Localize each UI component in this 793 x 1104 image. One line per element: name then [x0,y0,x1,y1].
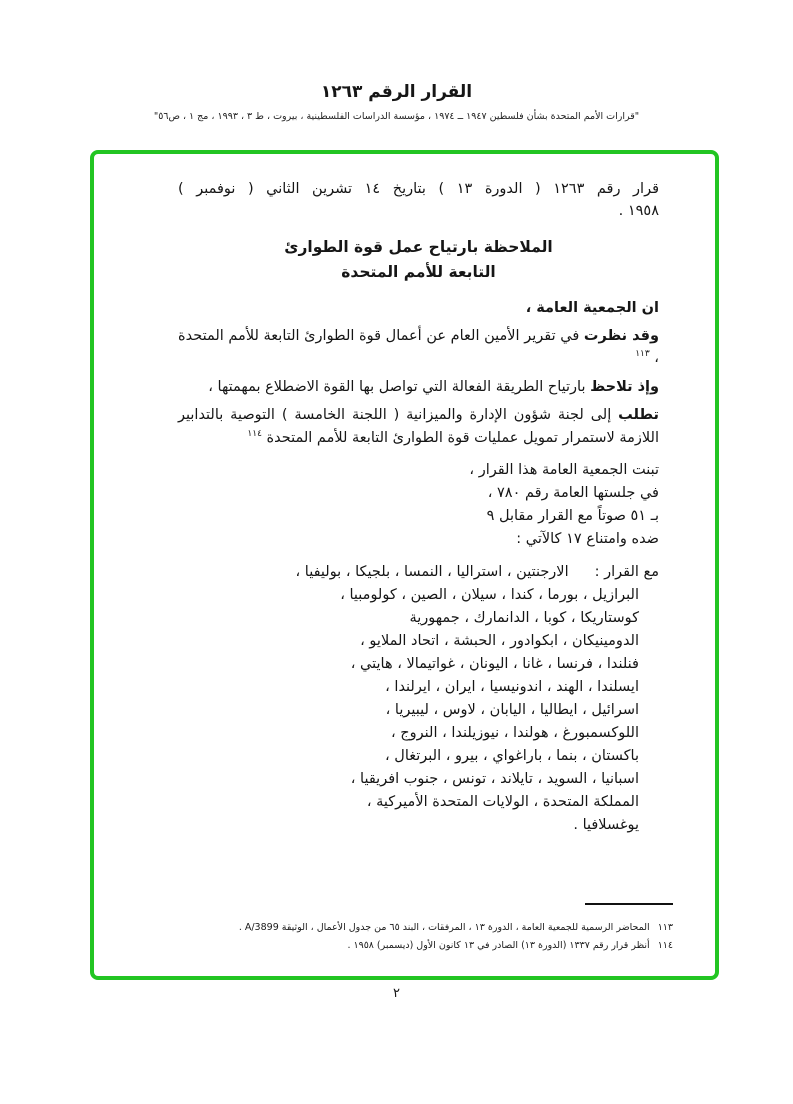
footnote [110,919,673,938]
footnote-text: أنظر قرار رقم ١٣٣٧ (الدورة ١٣) الصادر في ١٣ كانون الأول (ديسمبر) ١٩٥٨ . [347,940,650,952]
resolution-heading-line-1: الملاحظة بارتياح عمل قوة الطوارئ [284,237,553,256]
paragraph-text: بارتياح الطريقة الفعالة التي تواصل بها القوة الاضطلاع بمهمتها ، [208,378,591,395]
footnote-ref: ١١٤ [247,429,262,440]
vote-line: ايسلندا ، الهند ، اندونيسيا ، ايران ، ايرلندا ، [385,678,639,695]
adoption-line: بـ ٥١ صوتاً مع القرار مقابل ٩ [486,508,659,525]
paragraph-lead: ان الجمعية العامة ، [525,299,659,316]
adoption-line: ضده وامتناع ١٧ كالآتي : [516,531,659,548]
highlight-rectangle [90,150,719,980]
resolution-body [94,154,715,837]
vote-line: كوستاريكا ، كوبا ، الدانمارك ، جمهورية [409,609,639,626]
resolution-heading [178,235,659,285]
footnote [110,937,673,956]
paragraph-lead: وإذ تلاحظ [590,378,659,395]
vote-line: اسرائيل ، ايطاليا ، اليابان ، لاوس ، ليبيريا ، [385,701,639,718]
resolution-intro-line-1: قرار رقم ١٢٦٣ ( الدورة ١٣ ) بتاريخ ١٤ تشرين الثاني ( نوفمبر ) [178,181,659,197]
adoption-line: تبنت الجمعية العامة هذا القرار ، [469,462,659,479]
footnotes [110,900,673,956]
footnote-divider [585,903,673,905]
resolution-paragraph [178,404,659,449]
footnote-number: ١١٤ [657,940,673,952]
vote-line-text: الارجنتين ، استراليا ، النمسا ، بلجيكا ، بوليفيا ، [295,563,569,580]
vote-label: مع القرار : [594,563,659,580]
vote-line: فنلندا ، فرنسا ، غانا ، اليونان ، غواتيمالا ، هايتي ، [350,655,639,672]
page-title: القرار الرقم ١٢٦٣ [320,82,473,102]
vote-line: البرازيل ، بورما ، كندا ، سيلان ، الصين ، كولومبيا ، [340,586,639,603]
adoption-line: في جلستها العامة رقم ٧٨٠ ، [487,485,659,502]
vote-line: باكستان ، بنما ، باراغواي ، بيرو ، البرتغال ، [385,747,639,764]
footnote-number: ١١٣ [657,921,673,933]
resolution-paragraph [178,325,659,370]
resolution-heading-line-2: التابعة للأمم المتحدة [341,262,496,281]
source-citation: "قرارات الأمم المتحدة بشأن فلسطين ١٩٤٧ ــ ١٩٧٤ ، مؤسسة الدراسات الفلسطينية ، بيروت ، ط ٣ ، ١٩٩٣ ، مج ١ ، ص٥٦" [153,111,640,122]
vote-line [178,561,659,584]
paragraph-lead: وقد نظرت [583,328,660,344]
resolution-paragraph [178,297,659,319]
adoption-block [178,459,659,551]
paragraph-text: إلى لجنة شؤون الإدارة والميزانية ( اللجنة الخامسة ) التوصية بالتدابير اللازمة لاستمرار تمويل عمليات قوة الطوارئ التابعة للأمم المتحدة [178,407,659,446]
page-number: ٢ [393,986,400,1001]
vote-list [178,561,659,837]
resolution-paragraph [178,376,659,398]
paragraph-text: في تقرير الأمين العام عن أعمال قوة الطوارئ التابعة للأمم المتحدة ، [178,328,659,367]
document-header [0,82,793,122]
vote-line: المملكة المتحدة ، الولايات المتحدة الأميركية ، [366,793,639,810]
vote-line: يوغسلافيا . [573,816,639,833]
footnote-text: المحاضر الرسمية للجمعية العامة ، الدورة ١٣ ، المرفقات ، البند ٦٥ من جدول الأعمال ، الوثيقة A/3899 . [238,921,650,933]
vote-line: اسبانيا ، السويد ، تايلاند ، تونس ، جنوب افريقيا ، [350,770,639,787]
resolution-intro-line-2: ١٩٥٨ . [618,203,659,220]
footnote-ref: ١١٣ [635,349,650,360]
vote-line: اللوكسمبورغ ، هولندا ، نيوزيلندا ، النروج ، [391,724,639,741]
vote-line: الدومينيكان ، ابكوادور ، الحبشة ، اتحاد الملايو ، [360,632,639,649]
paragraph-lead: تطلب [618,407,659,424]
